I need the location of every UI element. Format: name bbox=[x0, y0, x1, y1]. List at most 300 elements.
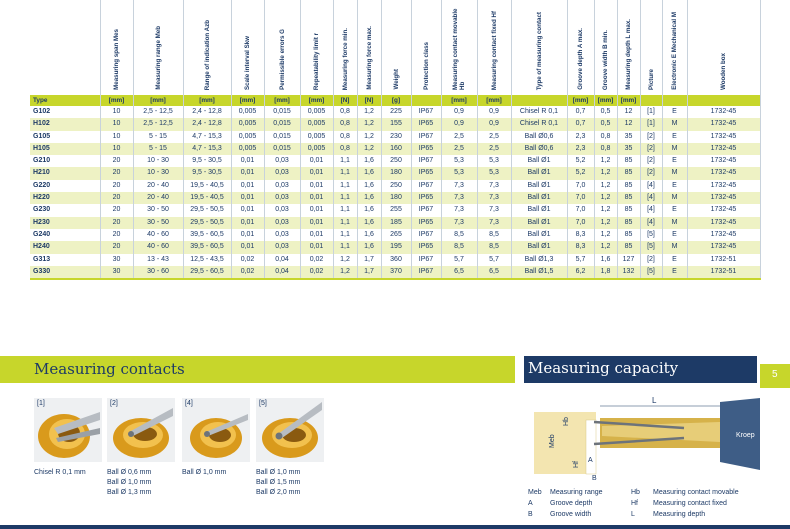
unit-cell bbox=[662, 95, 687, 106]
table-cell: 85 bbox=[617, 229, 640, 241]
table-cell: 12 bbox=[617, 118, 640, 130]
table-cell: 7,3 bbox=[477, 204, 511, 216]
table-cell: [4] bbox=[640, 192, 662, 204]
table-cell: E bbox=[662, 106, 687, 118]
table-cell: 29,5 - 50,5 bbox=[183, 204, 231, 216]
table-cell: 10 bbox=[100, 118, 133, 130]
header-cell: Groove width B min. bbox=[594, 0, 617, 95]
contact-picture-2 bbox=[107, 398, 175, 462]
table-cell: 1,2 bbox=[357, 118, 381, 130]
table-cell: Ball Ø1 bbox=[511, 180, 567, 192]
unit-cell bbox=[411, 95, 441, 106]
table-cell: IP65 bbox=[411, 241, 441, 253]
contact-number: [2] bbox=[110, 400, 118, 407]
table-cell: Ball Ø0,6 bbox=[511, 143, 567, 155]
table-row bbox=[30, 254, 760, 266]
label-L: L bbox=[652, 396, 657, 405]
type-cell: H102 bbox=[30, 118, 100, 130]
table-cell: 5 - 15 bbox=[133, 143, 183, 155]
table-cell: 1732-45 bbox=[687, 229, 760, 241]
legend-item: B Groove width bbox=[528, 511, 592, 518]
table-cell: 8,3 bbox=[567, 229, 594, 241]
table-cell: 1,2 bbox=[594, 167, 617, 179]
type-cell: G220 bbox=[30, 180, 100, 192]
table-cell: 1732-51 bbox=[687, 254, 760, 266]
unit-cell: [mm] bbox=[617, 95, 640, 106]
table-cell: 370 bbox=[381, 266, 411, 279]
table-cell: Ball Ø1,5 bbox=[511, 266, 567, 279]
header-cell: Electronic E Mechanical M bbox=[662, 0, 687, 95]
table-cell: 0,01 bbox=[231, 167, 264, 179]
table-cell: M bbox=[662, 167, 687, 179]
chisel-contact-icon bbox=[34, 398, 102, 462]
table-cell: 7,3 bbox=[441, 180, 477, 192]
table-cell: 6,5 bbox=[441, 266, 477, 279]
table-cell: 1,6 bbox=[357, 155, 381, 167]
header-blank bbox=[30, 0, 100, 95]
contact-number: [1] bbox=[37, 400, 45, 407]
table-cell: 7,3 bbox=[441, 217, 477, 229]
table-cell: 1,2 bbox=[594, 229, 617, 241]
table-cell: 30 - 50 bbox=[133, 217, 183, 229]
capacity-legend-right bbox=[631, 487, 739, 520]
table-cell: 19,5 - 40,5 bbox=[183, 180, 231, 192]
table-cell: 0,01 bbox=[300, 192, 333, 204]
unit-cell: [mm] bbox=[264, 95, 300, 106]
table-cell: 250 bbox=[381, 180, 411, 192]
table-cell: 29,5 - 50,5 bbox=[183, 217, 231, 229]
table-cell: Ball Ø1 bbox=[511, 204, 567, 216]
table-cell: E bbox=[662, 254, 687, 266]
legend-item: Hb Measuring contact movable bbox=[631, 489, 739, 496]
table-cell: 1,1 bbox=[333, 155, 357, 167]
table-cell: 0,01 bbox=[231, 241, 264, 253]
table-cell: 0,03 bbox=[264, 204, 300, 216]
header-cell: Measuring contact fixed Hf bbox=[477, 0, 511, 95]
table-cell: 0,02 bbox=[231, 254, 264, 266]
table-cell: IP67 bbox=[411, 106, 441, 118]
table-cell: 0,5 bbox=[594, 118, 617, 130]
table-cell: [4] bbox=[640, 204, 662, 216]
type-cell: H210 bbox=[30, 167, 100, 179]
table-cell: 180 bbox=[381, 167, 411, 179]
table-cell: 0,04 bbox=[264, 254, 300, 266]
unit-cell: [mm] bbox=[441, 95, 477, 106]
table-cell: 255 bbox=[381, 204, 411, 216]
table-cell: 1,6 bbox=[357, 204, 381, 216]
table-cell: 1,2 bbox=[357, 131, 381, 143]
table-cell: 20 bbox=[100, 241, 133, 253]
specifications-table bbox=[30, 0, 761, 280]
table-cell: Ball Ø1 bbox=[511, 217, 567, 229]
table-cell: [5] bbox=[640, 241, 662, 253]
table-cell: IP65 bbox=[411, 118, 441, 130]
table-cell: 0,03 bbox=[264, 241, 300, 253]
table-cell: E bbox=[662, 266, 687, 279]
label-B: B bbox=[592, 475, 597, 482]
table-cell: IP65 bbox=[411, 167, 441, 179]
header-cell: Weight bbox=[381, 0, 411, 95]
table-cell: 30 - 50 bbox=[133, 204, 183, 216]
table-cell: 30 - 60 bbox=[133, 266, 183, 279]
table-cell: 1732-45 bbox=[687, 118, 760, 130]
header-cell: Wooden box bbox=[687, 0, 760, 95]
table-cell: 1,1 bbox=[333, 180, 357, 192]
table-body bbox=[30, 106, 760, 279]
table-cell: 30 bbox=[100, 266, 133, 279]
table-cell: [1] bbox=[640, 106, 662, 118]
table-cell: IP65 bbox=[411, 192, 441, 204]
contact-number: [5] bbox=[259, 400, 267, 407]
table-row bbox=[30, 217, 760, 229]
header-cell: Groove depth A max. bbox=[567, 0, 594, 95]
table-cell: 39,5 - 60,5 bbox=[183, 241, 231, 253]
table-row bbox=[30, 180, 760, 192]
table-cell: 7,3 bbox=[477, 217, 511, 229]
capacity-legend-left bbox=[528, 487, 603, 520]
table-cell: 29,5 - 60,5 bbox=[183, 266, 231, 279]
contact-labels-2: Ball Ø 0,6 mm Ball Ø 1,0 mm Ball Ø 1,3 mm bbox=[107, 469, 152, 496]
table-cell: 7,0 bbox=[567, 204, 594, 216]
table-cell: [2] bbox=[640, 155, 662, 167]
ball-contact-icon bbox=[107, 398, 175, 462]
table-cell: 2,3 bbox=[567, 143, 594, 155]
table-cell: 5,7 bbox=[477, 254, 511, 266]
table-cell: Ball Ø0,6 bbox=[511, 131, 567, 143]
table-cell: 30 bbox=[100, 254, 133, 266]
table-cell: 5,3 bbox=[441, 167, 477, 179]
table-cell: 2,4 - 12,8 bbox=[183, 106, 231, 118]
table-cell: 0,015 bbox=[264, 106, 300, 118]
table-cell: 85 bbox=[617, 155, 640, 167]
unit-cell: [N] bbox=[333, 95, 357, 106]
table-cell: 7,3 bbox=[477, 180, 511, 192]
table-cell: 265 bbox=[381, 229, 411, 241]
table-cell: 0,01 bbox=[231, 155, 264, 167]
table-cell: M bbox=[662, 143, 687, 155]
ball-contact-icon bbox=[182, 398, 250, 462]
table-cell: 7,0 bbox=[567, 180, 594, 192]
table-cell: 0,01 bbox=[231, 180, 264, 192]
table-cell: Ball Ø1 bbox=[511, 155, 567, 167]
table-cell: 0,7 bbox=[567, 106, 594, 118]
table-cell: [1] bbox=[640, 118, 662, 130]
table-cell: 1,6 bbox=[357, 241, 381, 253]
type-cell: H240 bbox=[30, 241, 100, 253]
table-cell: 2,5 bbox=[477, 131, 511, 143]
table-cell: 85 bbox=[617, 192, 640, 204]
type-cell: H230 bbox=[30, 217, 100, 229]
unit-cell: [mm] bbox=[567, 95, 594, 106]
table-cell: 1,2 bbox=[594, 155, 617, 167]
table-row bbox=[30, 155, 760, 167]
unit-cell: [mm] bbox=[100, 95, 133, 106]
table-cell: 0,02 bbox=[300, 254, 333, 266]
table-cell: 13 - 43 bbox=[133, 254, 183, 266]
table-cell: 0,005 bbox=[300, 143, 333, 155]
table-cell: 85 bbox=[617, 204, 640, 216]
table-cell: 40 - 60 bbox=[133, 229, 183, 241]
table-cell: 1,6 bbox=[594, 254, 617, 266]
table-cell: 40 - 60 bbox=[133, 241, 183, 253]
table-cell: 0,005 bbox=[300, 118, 333, 130]
legend-item: A Groove depth bbox=[528, 500, 593, 507]
table-cell: 1732-45 bbox=[687, 143, 760, 155]
header-cell: Scale interval Skw bbox=[231, 0, 264, 95]
unit-cell: [mm] bbox=[594, 95, 617, 106]
table-cell: IP67 bbox=[411, 180, 441, 192]
table-cell: 0,005 bbox=[231, 118, 264, 130]
measuring-capacity-drawing bbox=[524, 392, 760, 484]
unit-cell: [mm] bbox=[183, 95, 231, 106]
table-cell: IP65 bbox=[411, 143, 441, 155]
table-cell: 0,04 bbox=[264, 266, 300, 279]
table-cell: 1,2 bbox=[357, 106, 381, 118]
type-cell: H105 bbox=[30, 143, 100, 155]
table-cell: 0,005 bbox=[300, 106, 333, 118]
table-cell: 1732-45 bbox=[687, 167, 760, 179]
table-cell: 1,8 bbox=[594, 266, 617, 279]
table-cell: 1,2 bbox=[333, 254, 357, 266]
table-cell: 5,2 bbox=[567, 167, 594, 179]
table-cell: 19,5 - 40,5 bbox=[183, 192, 231, 204]
header-cell: Range of indication Azb bbox=[183, 0, 231, 95]
type-cell: G105 bbox=[30, 131, 100, 143]
table-cell: 0,01 bbox=[300, 180, 333, 192]
unit-cell: [g] bbox=[381, 95, 411, 106]
table-cell: IP67 bbox=[411, 266, 441, 279]
table-cell: 0,01 bbox=[300, 241, 333, 253]
table-cell: 1,2 bbox=[594, 192, 617, 204]
table-cell: 39,5 - 60,5 bbox=[183, 229, 231, 241]
table-cell: Ball Ø1 bbox=[511, 241, 567, 253]
header-cell: Measuring force min. bbox=[333, 0, 357, 95]
table-cell: 1,7 bbox=[357, 254, 381, 266]
label-Hf: Hf bbox=[573, 461, 580, 468]
table-cell: 4,7 - 15,3 bbox=[183, 131, 231, 143]
table-cell: 1,1 bbox=[333, 167, 357, 179]
table-cell: 8,5 bbox=[477, 229, 511, 241]
label-Hb: Hb bbox=[563, 417, 570, 426]
table-cell: 0,01 bbox=[300, 217, 333, 229]
table-cell: 0,03 bbox=[264, 180, 300, 192]
header-cell: Measuring depth L max. bbox=[617, 0, 640, 95]
rotated-header-row bbox=[30, 0, 760, 95]
header-cell: Repeatability limit r bbox=[300, 0, 333, 95]
table-cell: 0,5 bbox=[594, 106, 617, 118]
table-cell: 1732-45 bbox=[687, 241, 760, 253]
table-cell: 5,2 bbox=[567, 155, 594, 167]
table-cell: 5,3 bbox=[477, 155, 511, 167]
table-cell: 185 bbox=[381, 217, 411, 229]
table-cell: 0,7 bbox=[567, 118, 594, 130]
table-cell: 160 bbox=[381, 143, 411, 155]
table-cell: M bbox=[662, 192, 687, 204]
table-cell: 1,1 bbox=[333, 217, 357, 229]
table-cell: E bbox=[662, 229, 687, 241]
page-number-tab bbox=[760, 364, 790, 388]
table-cell: 1,6 bbox=[357, 192, 381, 204]
table-row bbox=[30, 106, 760, 118]
table-cell: 5,3 bbox=[441, 155, 477, 167]
table-cell: 0,01 bbox=[300, 204, 333, 216]
table-cell: 2,4 - 12,8 bbox=[183, 118, 231, 130]
table-cell: M bbox=[662, 118, 687, 130]
table-cell: 85 bbox=[617, 180, 640, 192]
table-cell: 10 bbox=[100, 131, 133, 143]
table-row bbox=[30, 143, 760, 155]
measuring-contacts-title: Measuring contacts bbox=[34, 360, 185, 378]
table-cell: M bbox=[662, 241, 687, 253]
type-cell: H220 bbox=[30, 192, 100, 204]
header-cell: Measuring force max. bbox=[357, 0, 381, 95]
table-cell: 2,5 bbox=[441, 131, 477, 143]
table-cell: 10 - 30 bbox=[133, 167, 183, 179]
table-cell: 230 bbox=[381, 131, 411, 143]
table-cell: 0,03 bbox=[264, 192, 300, 204]
table-cell: 1732-45 bbox=[687, 106, 760, 118]
table-cell: 0,8 bbox=[333, 118, 357, 130]
table-cell: 1,6 bbox=[357, 167, 381, 179]
table-cell: 20 bbox=[100, 155, 133, 167]
table-cell: 8,3 bbox=[567, 241, 594, 253]
table-cell: 2,5 bbox=[441, 143, 477, 155]
table-cell: E bbox=[662, 131, 687, 143]
table-cell: 5,7 bbox=[441, 254, 477, 266]
measuring-capacity-banner bbox=[524, 356, 757, 383]
table-row bbox=[30, 131, 760, 143]
table-cell: 0,9 bbox=[477, 106, 511, 118]
table-cell: [2] bbox=[640, 143, 662, 155]
table-cell: Ball Ø1,3 bbox=[511, 254, 567, 266]
header-cell: Measuring contact movable Hb bbox=[441, 0, 477, 95]
table-cell: IP67 bbox=[411, 204, 441, 216]
table-row bbox=[30, 266, 760, 279]
table-cell: 12 bbox=[617, 106, 640, 118]
type-cell: G313 bbox=[30, 254, 100, 266]
table-cell: 20 bbox=[100, 217, 133, 229]
table-cell: 1,2 bbox=[333, 266, 357, 279]
table-cell: 35 bbox=[617, 131, 640, 143]
table-row bbox=[30, 167, 760, 179]
table-cell: 132 bbox=[617, 266, 640, 279]
table-cell: 0,005 bbox=[231, 131, 264, 143]
table-cell: 7,0 bbox=[567, 217, 594, 229]
table-cell: 1732-45 bbox=[687, 155, 760, 167]
unit-cell bbox=[511, 95, 567, 106]
unit-cell: [N] bbox=[357, 95, 381, 106]
table-row bbox=[30, 192, 760, 204]
table-cell: 0,005 bbox=[300, 131, 333, 143]
units-row bbox=[30, 95, 760, 106]
table-cell: 1,1 bbox=[333, 192, 357, 204]
table-cell: 1732-45 bbox=[687, 180, 760, 192]
contact-number: [4] bbox=[185, 400, 193, 407]
contact-picture-4 bbox=[182, 398, 250, 462]
label-A: A bbox=[588, 457, 593, 464]
contact-labels-4: Ball Ø 1,0 mm bbox=[182, 469, 227, 476]
table-cell: 195 bbox=[381, 241, 411, 253]
table-cell: IP67 bbox=[411, 229, 441, 241]
ball-contact-icon bbox=[256, 398, 324, 462]
table-cell: 1,2 bbox=[594, 241, 617, 253]
table-cell: 1732-45 bbox=[687, 131, 760, 143]
table-cell: 1,7 bbox=[357, 266, 381, 279]
header-cell: Protection class bbox=[411, 0, 441, 95]
header-cell: Picture bbox=[640, 0, 662, 95]
table-cell: 20 bbox=[100, 167, 133, 179]
table-cell: 35 bbox=[617, 143, 640, 155]
table-cell: 20 bbox=[100, 204, 133, 216]
table-cell: 0,8 bbox=[333, 106, 357, 118]
table-cell: 1,1 bbox=[333, 241, 357, 253]
unit-cell bbox=[640, 95, 662, 106]
unit-cell: [mm] bbox=[231, 95, 264, 106]
table-row bbox=[30, 204, 760, 216]
type-cell: G330 bbox=[30, 266, 100, 279]
table-cell: 5,7 bbox=[567, 254, 594, 266]
table-cell: 20 bbox=[100, 229, 133, 241]
table-cell: 1,2 bbox=[594, 204, 617, 216]
table-cell: 0,01 bbox=[231, 229, 264, 241]
table-cell: 2,5 bbox=[477, 143, 511, 155]
table-row bbox=[30, 241, 760, 253]
table-cell: 5,3 bbox=[477, 167, 511, 179]
table-cell: [2] bbox=[640, 254, 662, 266]
table-cell: 1,2 bbox=[594, 180, 617, 192]
table-cell: 0,01 bbox=[231, 192, 264, 204]
table-cell: IP67 bbox=[411, 155, 441, 167]
table-cell: 0,015 bbox=[264, 143, 300, 155]
table-cell: 6,5 bbox=[477, 266, 511, 279]
table-cell: 7,3 bbox=[441, 204, 477, 216]
unit-cell: [mm] bbox=[300, 95, 333, 106]
table-cell: 0,03 bbox=[264, 229, 300, 241]
type-cell: G230 bbox=[30, 204, 100, 216]
table-cell: 6,2 bbox=[567, 266, 594, 279]
measuring-capacity-title: Measuring capacity bbox=[528, 359, 679, 377]
table-cell: 250 bbox=[381, 155, 411, 167]
label-Meb: Meb bbox=[549, 434, 556, 448]
table-cell: 7,3 bbox=[477, 192, 511, 204]
table-cell: 12,5 - 43,5 bbox=[183, 254, 231, 266]
table-cell: 127 bbox=[617, 254, 640, 266]
table-cell: [4] bbox=[640, 180, 662, 192]
table-cell: [5] bbox=[640, 266, 662, 279]
table-cell: E bbox=[662, 204, 687, 216]
table-cell: 85 bbox=[617, 241, 640, 253]
legend-item: Hf Measuring contact fixed bbox=[631, 500, 727, 507]
contact-picture-1 bbox=[34, 398, 102, 462]
header-cell: Measuring range Meb bbox=[133, 0, 183, 95]
table-cell: 10 - 30 bbox=[133, 155, 183, 167]
table-cell: 0,01 bbox=[231, 204, 264, 216]
table-cell: 8,5 bbox=[477, 241, 511, 253]
table-cell: 1732-51 bbox=[687, 266, 760, 279]
contact-labels-5: Ball Ø 1,0 mm Ball Ø 1,5 mm Ball Ø 2,0 mm bbox=[256, 469, 301, 496]
table-cell: 0,9 bbox=[441, 106, 477, 118]
table-row bbox=[30, 118, 760, 130]
contact-labels-1: Chisel R 0,1 mm bbox=[34, 469, 86, 476]
table-cell: 1,2 bbox=[594, 217, 617, 229]
table-cell: [2] bbox=[640, 131, 662, 143]
table-cell: 1,6 bbox=[357, 229, 381, 241]
table-cell: Ball Ø1 bbox=[511, 192, 567, 204]
table-cell: Ball Ø1 bbox=[511, 229, 567, 241]
table-cell: 1,6 bbox=[357, 180, 381, 192]
type-cell: G240 bbox=[30, 229, 100, 241]
table-cell: 0,03 bbox=[264, 217, 300, 229]
